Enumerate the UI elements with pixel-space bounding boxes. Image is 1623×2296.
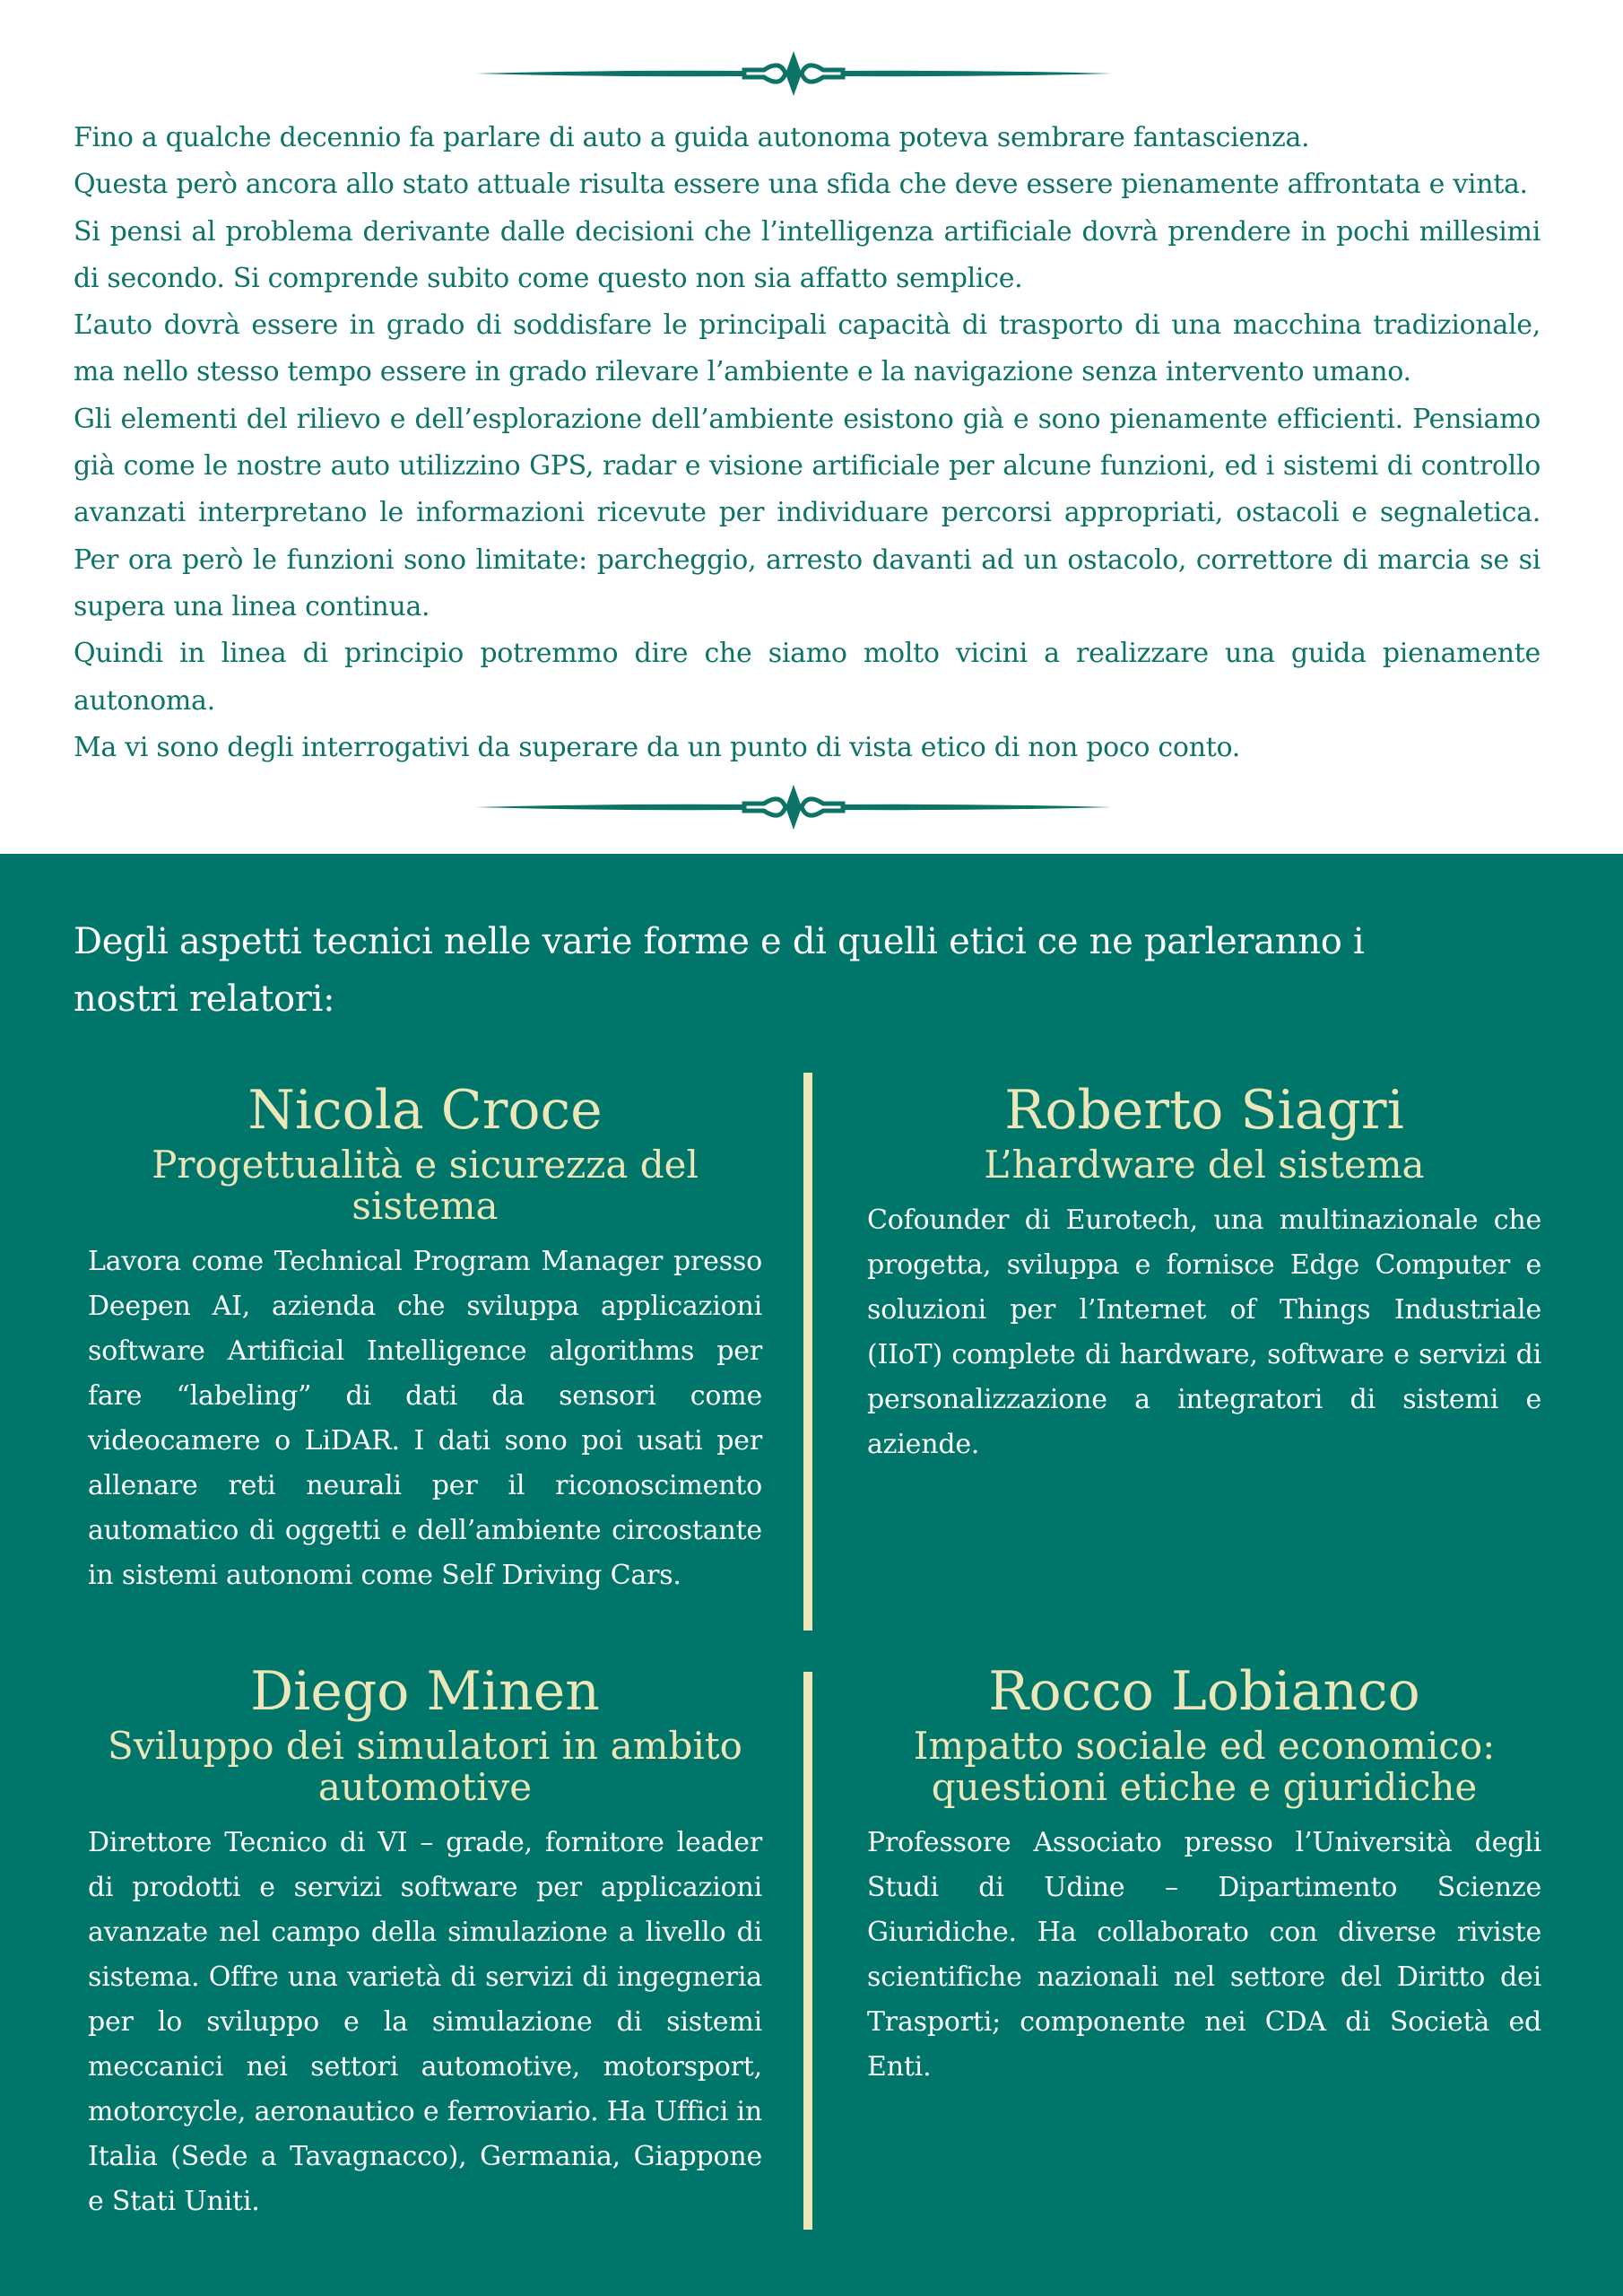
intro-paragraph: Questa però ancora allo stato attuale risulta essere una sfida che deve essere pienamente affrontata e vinta. <box>74 169 1528 201</box>
intro-paragraph: Gli elementi del rilievo e dell’esplorazione dell’ambiente esistono già e sono pienamente efficienti. Pensiamo già come le nostre auto utilizzino GPS, radar e visione artificiale per alcune funzioni, ed i sistemi di controllo avanzati interpretano le informazioni ricevute per individuare percorsi appropriati, ostacoli e segnaletica. Per ora però le funzioni sono limitate: parcheggio, arresto davanti ad un ostacolo, correttore di marcia se si supera una linea continua. <box>74 403 1541 622</box>
speaker-card-croce <box>88 1078 762 1598</box>
speaker-topic: Sviluppo dei simulatori in ambito automotive <box>108 1724 742 1809</box>
intro-paragraph: L’auto dovrà essere in grado di soddisfare le principali capacità di trasporto di una macchina tradizionale, ma nello stesso tempo essere in grado rilevare l’ambiente e la navigazione senza intervento umano. <box>74 309 1541 388</box>
ornament-flourish-icon <box>475 47 1112 100</box>
speaker-card-lobianco <box>867 1659 1541 2090</box>
speaker-name: Rocco Lobianco <box>988 1660 1420 1723</box>
speaker-card-siagri <box>867 1078 1541 1467</box>
intro-paragraph: Fino a qualche decennio fa parlare di auto a guida autonoma poteva sembrare fantascienza. <box>74 122 1310 153</box>
column-divider <box>803 1073 812 1631</box>
speaker-name: Nicola Croce <box>247 1079 603 1142</box>
speaker-card-minen <box>88 1659 762 2224</box>
speaker-bio: Cofounder di Eurotech, una multinazionale che progetta, sviluppa e fornisce Edge Computer e soluzioni per l’Internet of Things Industriale (IIoT) complete di hardware, software e servizi di personalizzazione a integratori di sistemi e aziende. <box>867 1205 1541 1460</box>
intro-paragraph: Ma vi sono degli interrogativi da superare da un punto di vista etico di non poco conto. <box>74 731 1240 763</box>
speaker-name: Diego Minen <box>250 1660 600 1723</box>
speaker-bio: Direttore Tecnico di VI – grade, fornitore leader di prodotti e servizi software per applicazioni avanzate nel campo della simulazione a livello di sistema. Offre una varietà di servizi di ingegneria per lo sviluppo e la simulazione di sistemi meccanici nei settori automotive, motorsport, motorcycle, aeronautico e ferroviario. Ha Uffici in Italia (Sede a Tavagnacco), Germania, Giappone e Stati Uniti. <box>88 1827 762 2217</box>
speaker-name: Roberto Siagri <box>1004 1079 1404 1142</box>
speaker-bio: Professore Associato presso l’Università degli Studi di Udine – Dipartimento Scienze Giuridiche. Ha collaborato con diverse riviste scientifiche nazionali nel settore del Diritto dei Trasporti; componente nei CDA di Società ed Enti. <box>867 1827 1541 2083</box>
intro-text <box>74 115 1541 771</box>
speakers-lead-text: Degli aspetti tecnici nelle varie forme e di quelli etici ce ne parleranno i nostri relatori: <box>74 921 1365 1020</box>
intro-paragraph: Si pensi al problema derivante dalle decisioni che l’intelligenza artificiale dovrà prendere in pochi millesimi di secondo. Si comprende subito come questo non sia affatto semplice. <box>74 215 1541 294</box>
speaker-topic: L’hardware del sistema <box>984 1143 1425 1187</box>
intro-paragraph: Quindi in linea di principio potremmo dire che siamo molto vicini a realizzare una guida pienamente autonoma. <box>74 638 1541 717</box>
speaker-bio: Lavora come Technical Program Manager presso Deepen AI, azienda che sviluppa applicazioni software Artificial Intelligence algorithms per fare “labeling” di dati da sensori come videocamere o LiDAR. I dati sono poi usati per allenare reti neurali per il riconoscimento automatico di oggetti e dell’ambiente circostante in sistemi autonomi come Self Driving Cars. <box>88 1246 762 1591</box>
speaker-topic: Progettualità e sicurezza del sistema <box>152 1143 699 1228</box>
ornament-flourish-icon <box>475 780 1112 834</box>
column-divider <box>803 1672 812 2230</box>
speaker-topic: Impatto sociale ed economico: questioni etiche e giuridiche <box>913 1724 1496 1809</box>
